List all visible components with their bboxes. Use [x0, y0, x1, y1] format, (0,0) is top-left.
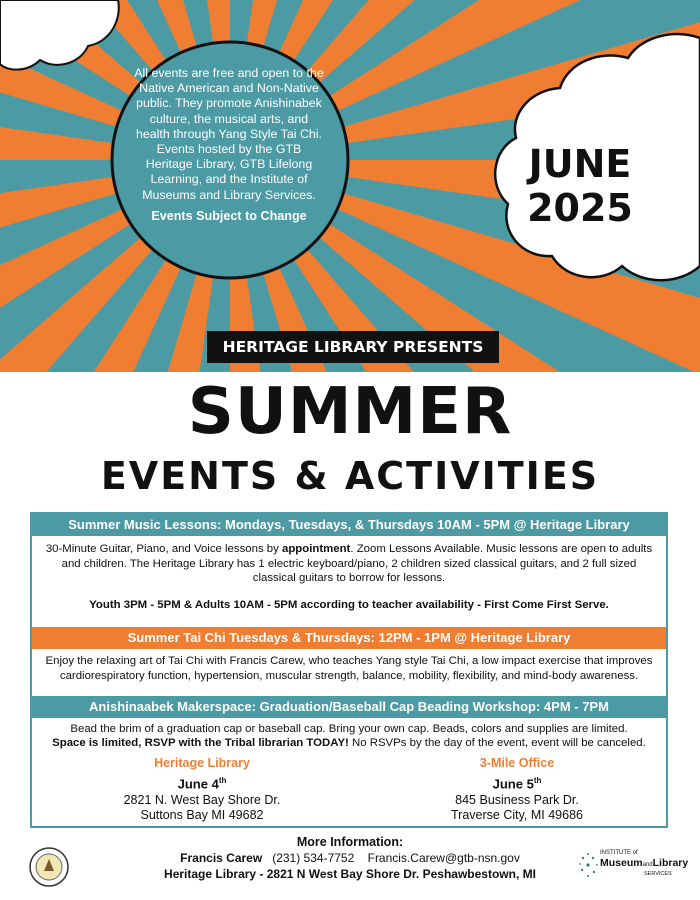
location-address-2: Suttons Bay MI 49682	[140, 808, 264, 823]
intro-text: All events are free and open to the Native American and Non-Native public. They promote Anishinabek culture, the musical arts, and health through Yang Style Tai Chi. Events hosted by the GTB Heritage Library, GTB Lifelong Learning, and the Institute of Museums and Library Services.	[134, 66, 324, 202]
imls-logo-icon	[578, 848, 689, 884]
location-address-1: 2821 N. West Bay Shore Dr.	[123, 793, 281, 808]
title-events-activities: EVENTS & ACTIVITIES	[100, 454, 600, 498]
contact-line	[100, 850, 600, 866]
location-date: June 4th	[177, 776, 227, 792]
intro-text-block	[133, 66, 325, 224]
location-address-2: Traverse City, MI 49686	[451, 808, 583, 823]
music-desc-start: 30-Minute Guitar, Piano, and Voice lessons by	[45, 543, 279, 555]
more-info-heading: More Information:	[296, 835, 404, 849]
makerspace-line-1: Bead the brim of a graduation cap or baseball cap. Bring your own cap. Beads, colors and supplies are limited.	[70, 723, 628, 735]
music-lessons-times: Youth 3PM - 5PM & Adults 10AM - 5PM according to teacher availability - First Come First Serve.	[89, 599, 609, 611]
imls-line-2: MuseumandLibrary	[600, 857, 689, 869]
makerspace-header: Anishinaabek Makerspace: Graduation/Baseball Cap Beading Workshop: 4PM - 7PM	[32, 696, 666, 718]
music-desc-end: . Zoom Lessons Available. Music lessons are open to adults and children. The Heritage Library has 1 electric keyboard/piano, 2 children sized classical guitars, and 2 full sized classical guitars to borrow for lessons.	[61, 543, 653, 584]
music-desc-appointment: appointment	[282, 543, 351, 555]
location-name: 3-Mile Office	[479, 756, 555, 770]
event-date	[515, 142, 645, 230]
tai-chi-description: Enjoy the relaxing art of Tai Chi with Francis Carew, who teaches Yang style Tai Chi, a low impact exercise that improves cardiorespiratory function, hypertension, muscular strength, balance, mobility, flexibility, and mind-body awareness.	[45, 655, 653, 682]
location-date: June 5th	[492, 776, 542, 792]
contact-phone: (231) 534-7752	[272, 851, 355, 865]
tribal-seal-icon	[28, 846, 70, 888]
makerspace-rsvp-notice: Space is limited, RSVP with the Tribal librarian TODAY!	[52, 737, 349, 749]
event-month: JUNE	[528, 142, 632, 186]
imls-line-3: SERVICES	[644, 871, 672, 877]
hero-banner	[0, 0, 700, 372]
music-lessons-description	[40, 542, 658, 586]
location-3-mile-office	[417, 754, 617, 823]
makerspace-line-2	[40, 736, 658, 751]
location-heritage-library	[102, 754, 302, 823]
location-name: Heritage Library	[154, 756, 250, 770]
imls-line-1: INSTITUTE of	[600, 850, 638, 856]
makerspace-cancel-notice: No RSVPs by the day of the event, event will be canceled.	[348, 737, 646, 749]
events-box	[30, 512, 668, 828]
presents-banner: HERITAGE LIBRARY PRESENTS	[207, 331, 499, 363]
location-address-1: 845 Business Park Dr.	[455, 793, 579, 808]
title-summer: SUMMER	[187, 375, 513, 449]
library-address: Heritage Library - 2821 N West Bay Shore Dr. Peshawbestown, MI	[164, 867, 536, 881]
subject-to-change-note: Events Subject to Change	[151, 208, 307, 223]
contact-email[interactable]: Francis.Carew@gtb-nsn.gov	[367, 851, 520, 865]
event-year: 2025	[527, 186, 633, 230]
music-lessons-header: Summer Music Lessons: Mondays, Tuesdays, & Thursdays 10AM - 5PM @ Heritage Library	[32, 514, 666, 536]
contact-name: Francis Carew	[180, 851, 263, 865]
more-info-footer	[100, 834, 600, 882]
tai-chi-header: Summer Tai Chi Tuesdays & Thursdays: 12PM - 1PM @ Heritage Library	[32, 627, 666, 649]
